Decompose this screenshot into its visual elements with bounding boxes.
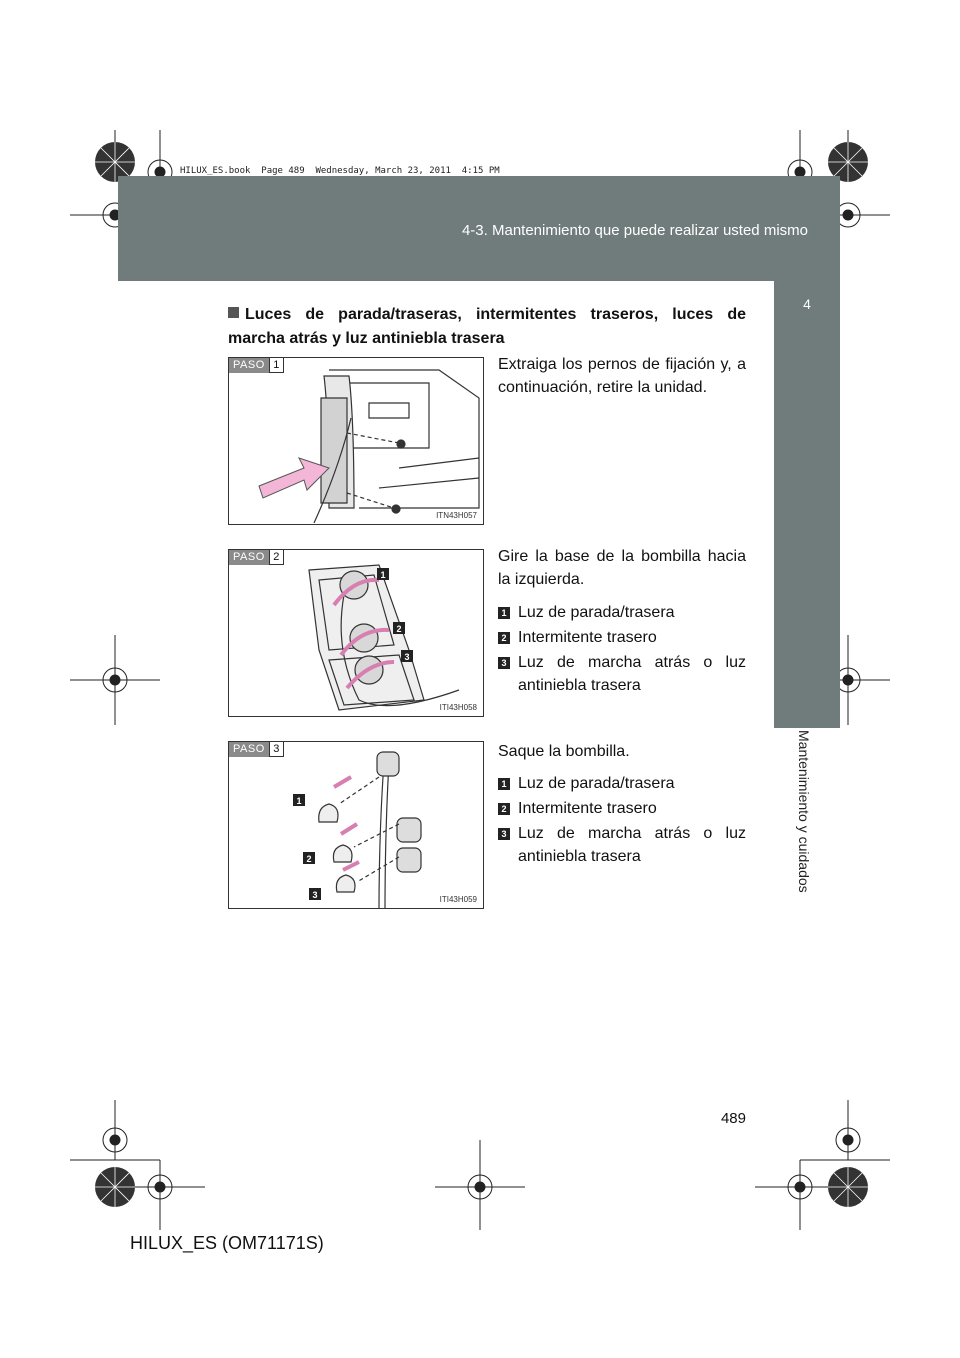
number-badge: 3 — [498, 828, 510, 840]
chapter-number: 4 — [803, 296, 811, 312]
step-2-legend — [498, 601, 746, 699]
tail-light-removal-illustration — [229, 358, 484, 525]
number-badge: 2 — [498, 803, 510, 815]
list-item: 1 Luz de parada/trasera — [498, 772, 746, 795]
bulb-socket-rotation-illustration — [229, 550, 484, 717]
list-item: 1 Luz de parada/trasera — [498, 601, 746, 624]
step-badge: PASO 2 — [229, 550, 284, 565]
svg-text:2: 2 — [396, 624, 402, 634]
svg-text:1: 1 — [380, 570, 386, 580]
bullet-square-icon — [228, 307, 239, 318]
step-2-text: Gire la base de la bombilla hacia la izquierda. — [498, 548, 746, 588]
section-title: Luces de parada/traseras, intermitentes traseros, luces de marcha atrás y luz antiniebla trasera — [228, 306, 746, 347]
svg-text:1: 1 — [296, 796, 302, 806]
figure-code: ITI43H058 — [439, 703, 477, 712]
number-badge: 1 — [498, 778, 510, 790]
list-item: 3 Luz de marcha atrás o luz antiniebla trasera — [498, 651, 746, 697]
figure-step-3 — [228, 741, 484, 909]
page-number: 489 — [720, 1110, 746, 1127]
figure-code: ITN43H057 — [436, 511, 477, 520]
book-info: HILUX_ES.book Page 489 Wednesday, March 23, 2011 4:15 PM — [180, 166, 500, 176]
manual-code: HILUX_ES (OM71171S) — [130, 1233, 324, 1253]
step-badge: PASO 1 — [229, 358, 284, 373]
figure-step-1 — [228, 357, 484, 525]
chapter-title: Mantenimiento y cuidados — [796, 730, 812, 893]
step-3-text: Saque la bombilla. — [498, 743, 630, 760]
step-1-text: Extraiga los pernos de fijación y, a continuación, retire la unidad. — [498, 356, 746, 396]
step-3-legend — [498, 772, 746, 870]
number-badge: 2 — [498, 632, 510, 644]
section-header: 4-3. Mantenimiento que puede realizar usted mismo — [461, 222, 808, 239]
bulb-removal-illustration — [229, 742, 484, 909]
figure-step-2 — [228, 549, 484, 717]
list-item: 2 Intermitente trasero — [498, 626, 746, 649]
list-item: 3 Luz de marcha atrás o luz antiniebla trasera — [498, 822, 746, 868]
figure-code: ITI43H059 — [439, 895, 477, 904]
svg-text:2: 2 — [306, 854, 312, 864]
chapter-tab — [774, 281, 840, 728]
number-badge: 3 — [498, 657, 510, 669]
list-item: 2 Intermitente trasero — [498, 797, 746, 820]
number-badge: 1 — [498, 607, 510, 619]
step-badge: PASO 3 — [229, 742, 284, 757]
svg-text:3: 3 — [312, 890, 318, 900]
svg-text:3: 3 — [404, 652, 410, 662]
